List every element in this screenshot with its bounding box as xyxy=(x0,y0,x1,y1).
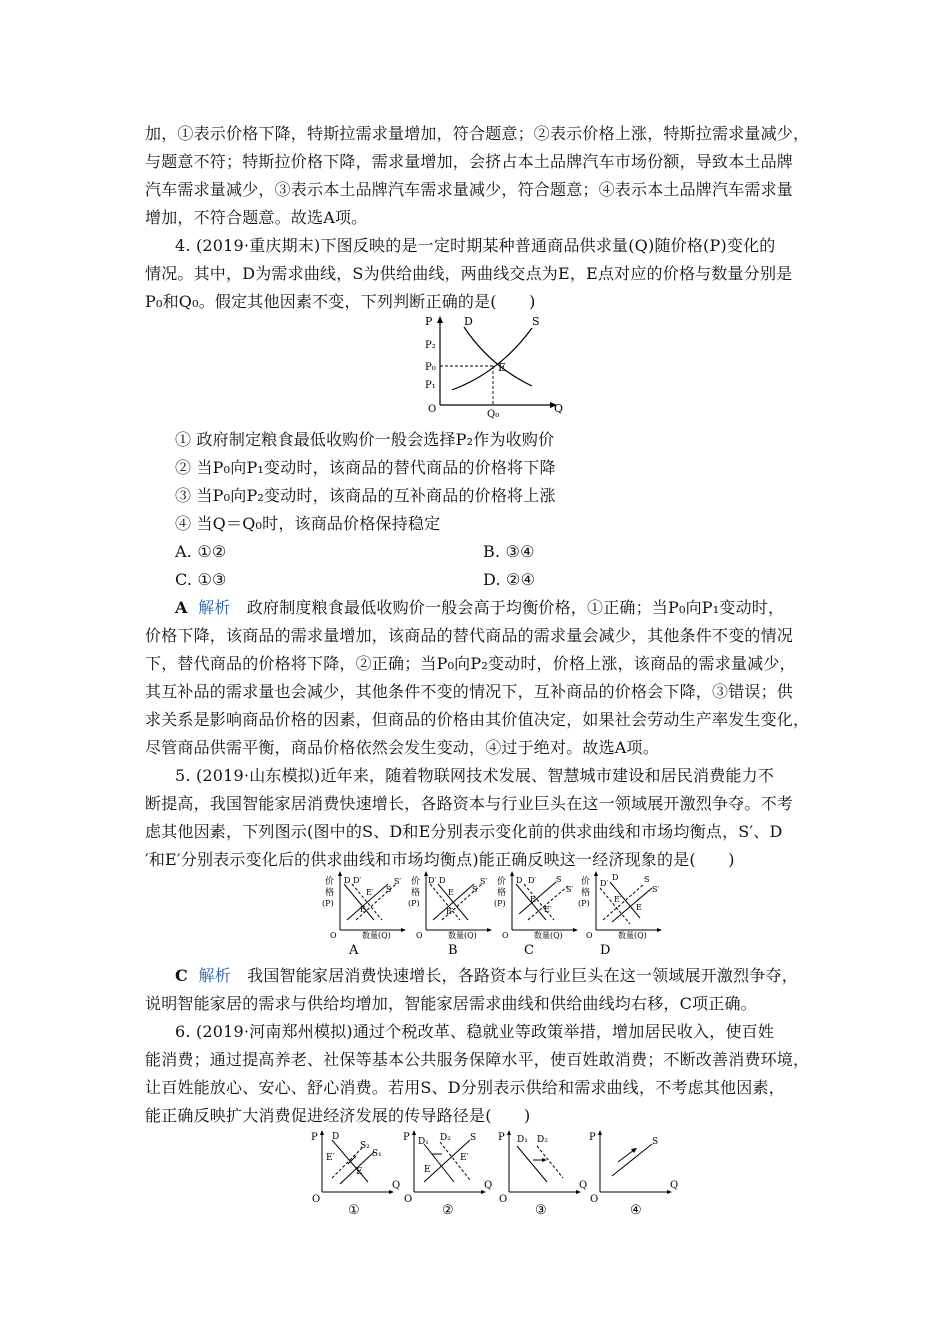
curve-label: D xyxy=(612,873,619,882)
q5-stem-line: ′和E′分别表示变化后的供求曲线和市场均衡点)能正确反映这一经济现象的是( ) xyxy=(145,850,735,869)
q4-option-b: B. ③④ xyxy=(483,542,535,561)
q6-stem-line: 能消费；通过提高养老、社保等基本公共服务保障水平，使百姓敢消费；不断改善消费环境， xyxy=(145,1050,810,1069)
point-label-e: E xyxy=(498,361,507,374)
q6-stem-line: 6. (2019·河南郑州模拟)通过个税改革、稳就业等政策举措，增加居民收入，使百姓 xyxy=(175,1022,775,1041)
point-label: E xyxy=(424,1165,431,1175)
figure-label-3: ③ xyxy=(535,1203,547,1218)
figure-label-b: B xyxy=(448,943,458,958)
analysis-keyword: 解析 xyxy=(198,598,231,617)
q5-figure-a xyxy=(322,870,412,958)
q4-statement: ③ 当P₀向P₂变动时，该商品的互补商品的价格将上涨 xyxy=(175,486,556,505)
curve-label-s: S xyxy=(532,315,540,328)
q6-stem-line: 让百姓能放心、安心、舒心消费。若用S、D分别表示供给和需求曲线，不考虑其他因素， xyxy=(145,1078,785,1097)
y-label: 格 xyxy=(411,888,421,898)
y-label: 格 xyxy=(325,888,335,898)
curve-label: D′ xyxy=(428,876,437,885)
curve-label: D′ xyxy=(353,876,362,885)
analysis-text: 我国智能家居消费快速增长，各路资本与行业巨头在这一领域展开激烈争夺， xyxy=(230,966,798,985)
curve-label: D₁ xyxy=(517,1135,528,1145)
q4-stem-line: 4. (2019·重庆期末)下图反映的是一定时期某种普通商品供求量(Q)随价格(P)变化的 xyxy=(175,236,776,255)
axis-label-p: P xyxy=(311,1132,318,1143)
curve-label: D′ xyxy=(600,879,609,888)
curve-label: D₂ xyxy=(537,1135,548,1145)
point-label: E′ xyxy=(326,1153,335,1163)
analysis-keyword: 解析 xyxy=(198,966,231,985)
axis-label-q: Q xyxy=(670,1180,679,1191)
y-label: 格 xyxy=(497,888,507,898)
figure-label-4: ④ xyxy=(630,1203,642,1218)
q4-option-c: C. ①③ xyxy=(175,570,227,589)
q5-stem-line: 断提高，我国智能家居消费快速增长，各路资本与行业巨头在这一领域展开激烈争夺。不考 xyxy=(145,794,794,813)
x-label: 数量(Q) xyxy=(618,931,647,940)
curve-label: D₁ xyxy=(418,1137,429,1147)
origin-label: O xyxy=(416,931,423,940)
q5-analysis-line: 说明智能家居的需求与供给均增加，智能家居需求曲线和供给曲线均右移，C项正确。 xyxy=(145,994,757,1013)
axis-label-q: Q xyxy=(554,402,564,415)
figure-label-2: ② xyxy=(442,1203,454,1218)
y-label: 格 xyxy=(581,888,591,898)
tick-label-p2: P₂ xyxy=(425,340,436,351)
curve-label: S xyxy=(652,1137,659,1147)
q4-analysis-line: 其互补品的需求量也会减少，其他条件不变的情况下，互补商品的价格会下降，③错误；供 xyxy=(145,682,794,701)
q3-text-line: 与题意不符；特斯拉价格下降，需求量增加，会挤占本土品牌汽车市场份额，导致本土品牌 xyxy=(145,152,794,171)
axis-label-q: Q xyxy=(392,1180,401,1191)
q6-figure-2 xyxy=(402,1126,494,1218)
point-label: E′ xyxy=(446,907,454,916)
q5-stem-line: 虑其他因素，下列图示(图中的S、D和E分别表示变化前的供求曲线和市场均衡点，S′、D xyxy=(145,822,783,841)
origin-label: O xyxy=(590,1194,599,1205)
q4-analysis-line: 下，替代商品的价格将下降，②正确；当P₀向P₂变动时，价格上涨，该商品的需求量减少， xyxy=(145,654,796,673)
curve-label: D′ xyxy=(528,876,537,885)
curve-label: D xyxy=(516,876,523,885)
q4-analysis-line xyxy=(175,598,784,618)
axis-label-p: P xyxy=(589,1132,596,1143)
q5-figure-c xyxy=(494,870,584,958)
q5-answer: C xyxy=(175,966,188,985)
origin-label: O xyxy=(404,1194,413,1205)
q5-stem-line: 5. (2019·山东模拟)近年来，随着物联网技术发展、智慧城市建设和居民消费能力不 xyxy=(175,766,775,785)
origin-label: O xyxy=(312,1194,321,1205)
origin-label: O xyxy=(586,931,593,940)
demand-curve xyxy=(464,327,532,386)
q4-analysis-line: 求关系是影响商品价格的因素，但商品的价格由其价值决定，如果社会劳动生产率发生变化， xyxy=(145,710,810,729)
curve-label: S xyxy=(472,885,478,894)
q4-answer: A xyxy=(175,598,188,617)
y-label: 价 xyxy=(497,877,507,887)
y-label: 价 xyxy=(581,877,591,887)
y-label: (P) xyxy=(322,899,334,908)
curve-label: S xyxy=(556,875,562,884)
x-label: 数量(Q) xyxy=(362,931,391,940)
q3-text-line: 增加，不符合题意。故选A项。 xyxy=(145,208,368,227)
q4-supply-demand-figure xyxy=(420,310,570,422)
analysis-text: 政府制度粮食最低收购价一般会高于均衡价格，①正确；当P₀向P₁变动时， xyxy=(230,598,785,617)
origin-label: O xyxy=(428,404,437,415)
q6-figure-3 xyxy=(497,1126,589,1218)
tick-label-p1: P₁ xyxy=(425,380,436,391)
figure-label-1: ① xyxy=(348,1203,360,1218)
curve-label: S′ xyxy=(480,877,488,886)
tick-label-q0: Q₀ xyxy=(487,409,500,420)
curve-label: S xyxy=(470,1133,477,1143)
figure-label-a: A xyxy=(349,943,359,958)
y-label: 价 xyxy=(325,877,335,887)
x-label: 数量(Q) xyxy=(534,931,563,940)
curve-label: S₁ xyxy=(372,1149,382,1159)
curve-label: D xyxy=(332,1132,340,1142)
point-label: E xyxy=(360,905,366,914)
curve-label: S′ xyxy=(566,885,574,894)
q4-stem-line: P₀和Q₀。假定其他因素不变，下列判断正确的是( ) xyxy=(145,292,536,311)
point-label: E′ xyxy=(460,1153,469,1163)
axis-label-p: P xyxy=(403,1132,410,1143)
q5-figure-d xyxy=(578,870,668,958)
q4-analysis-line: 尽管商品供需平衡，商品价格依然会发生变动，④过于绝对。故选A项。 xyxy=(145,738,659,757)
point-label: E xyxy=(636,903,642,912)
axis-label-p: P xyxy=(498,1132,505,1143)
q6-figure-4 xyxy=(588,1126,680,1218)
axis-label-q: Q xyxy=(579,1180,588,1191)
point-label: E′ xyxy=(366,888,374,897)
q6-figure-1 xyxy=(310,1126,402,1218)
point-label: E xyxy=(356,1167,363,1177)
curve-label: D₂ xyxy=(440,1133,451,1143)
q3-text-line: 汽车需求量减少，③表示本土品牌汽车需求量减少，符合题意；④表示本土品牌汽车需求量 xyxy=(145,180,794,199)
curve-label: S xyxy=(644,875,650,884)
q6-stem-line: 能正确反映扩大消费促进经济发展的传导路径是( ) xyxy=(145,1106,531,1125)
q4-analysis-line: 价格下降，该商品的需求量增加，该商品的替代商品的需求量会减少，其他条件不变的情况 xyxy=(145,626,794,645)
q4-statement: ② 当P₀向P₁变动时，该商品的替代商品的价格将下降 xyxy=(175,458,556,477)
point-label: E xyxy=(530,895,536,904)
curve-label: S xyxy=(386,885,392,894)
tick-label-p0: P₀ xyxy=(425,362,436,373)
curve-label: S′ xyxy=(394,877,402,886)
figure-label-c: C xyxy=(524,943,534,958)
curve-label: D xyxy=(439,876,446,885)
origin-label: O xyxy=(502,931,509,940)
q4-stem-line: 情况。其中，D为需求曲线，S为供给曲线，两曲线交点为E，E点对应的价格与数量分别是 xyxy=(145,264,793,283)
q3-text-line: 加，①表示价格下降，特斯拉需求量增加，符合题意；②表示价格上涨，特斯拉需求量减少， xyxy=(145,124,810,143)
point-label: E′ xyxy=(544,905,552,914)
x-label: 数量(Q) xyxy=(448,931,477,940)
point-label: E xyxy=(448,888,454,897)
y-label: (P) xyxy=(408,899,420,908)
curve-label: S′ xyxy=(652,885,660,894)
q4-statement: ④ 当Q＝Q₀时，该商品价格保持稳定 xyxy=(175,514,441,533)
curve-label: D xyxy=(344,876,351,885)
q4-option-a: A. ①② xyxy=(175,542,227,561)
q5-analysis-line xyxy=(175,966,798,986)
q4-option-d: D. ②④ xyxy=(483,570,536,589)
q5-figure-b xyxy=(408,870,498,958)
axis-label-p: P xyxy=(425,315,433,328)
axis-label-q: Q xyxy=(484,1180,493,1191)
y-label: 价 xyxy=(411,877,421,887)
origin-label: O xyxy=(499,1194,508,1205)
curve-label: S₂ xyxy=(360,1141,370,1151)
q4-statement: ① 政府制定粮食最低收购价一般会选择P₂作为收购价 xyxy=(175,430,555,449)
curve-label-d: D xyxy=(464,315,473,328)
point-label: E′ xyxy=(614,895,622,904)
y-label: (P) xyxy=(578,899,590,908)
y-label: (P) xyxy=(494,899,506,908)
origin-label: O xyxy=(330,931,337,940)
figure-label-d: D xyxy=(600,943,611,958)
